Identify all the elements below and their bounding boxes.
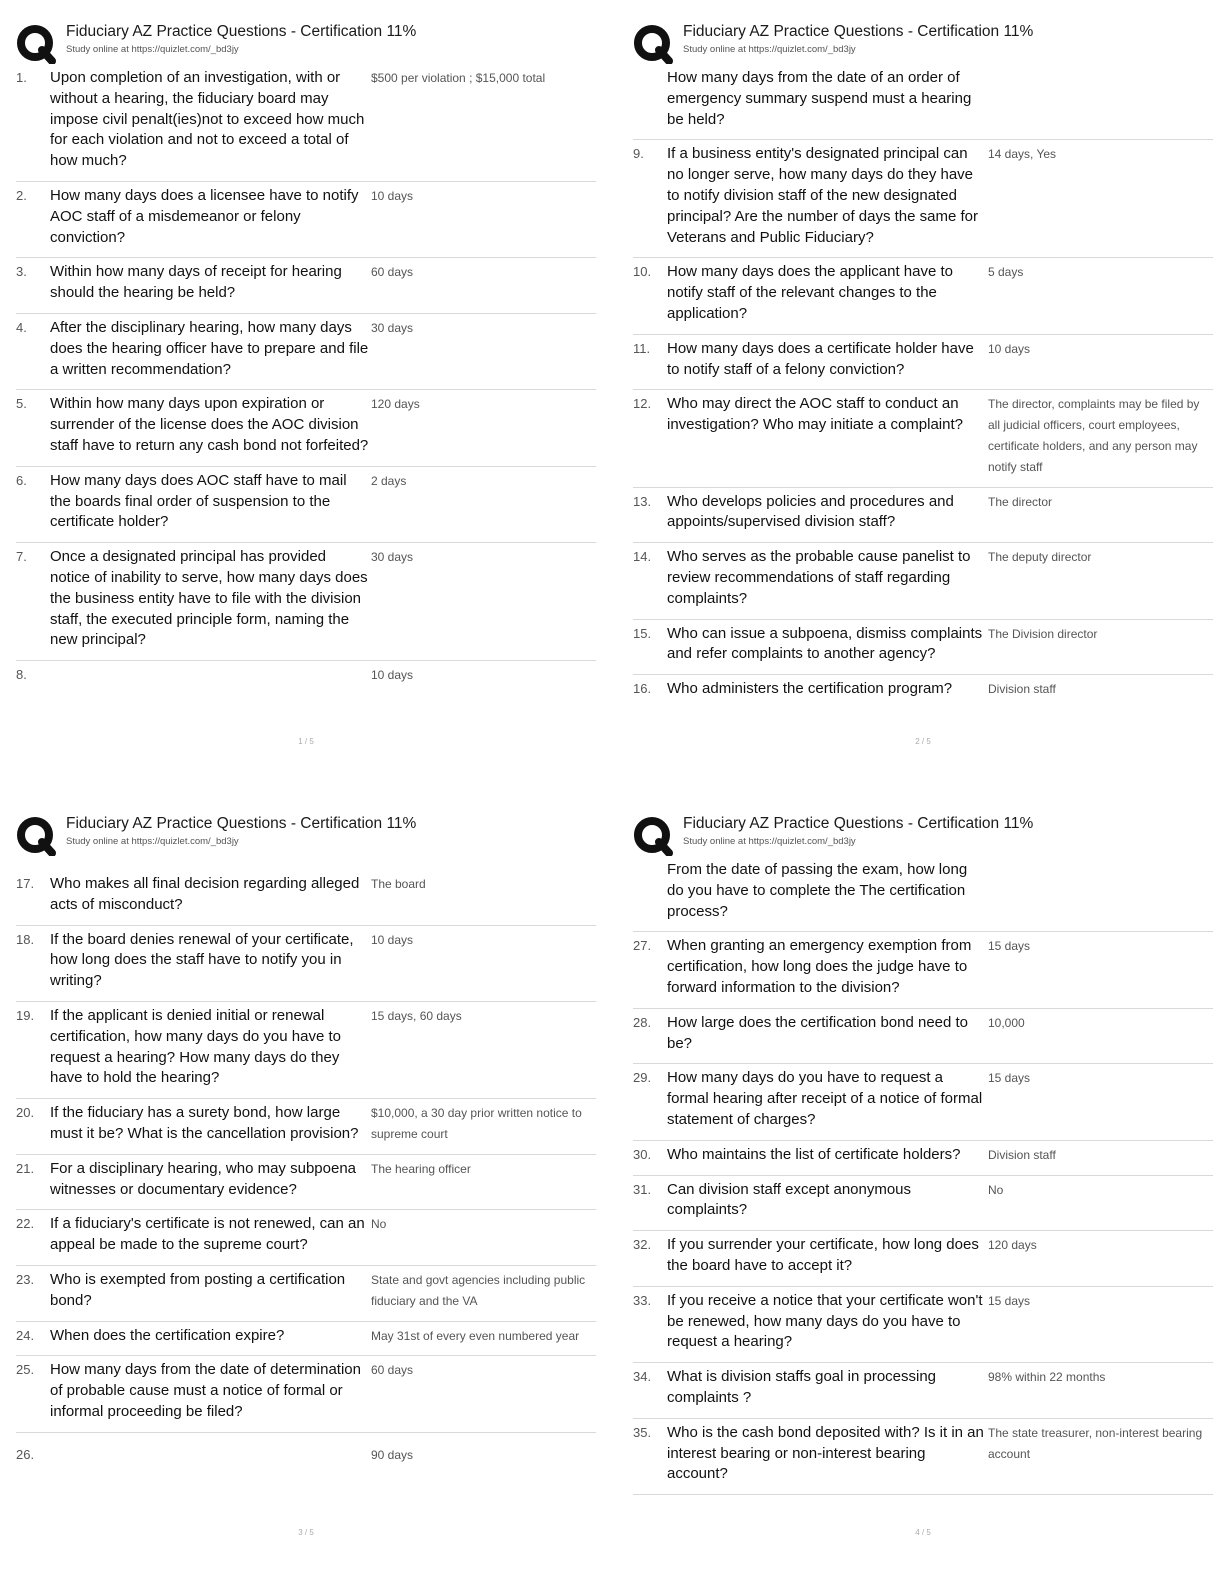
- question-text: Who develops policies and procedures and appoints/supervised division staff?: [667, 492, 954, 531]
- answer-text: [986, 68, 1213, 130]
- question-text: How many days from the date of an order of emergency summary suspend must a hearing be held?: [667, 69, 972, 128]
- question-row: [16, 1433, 596, 1475]
- page-header: [16, 20, 596, 64]
- question-number: 11.: [633, 340, 651, 356]
- question-text: If the board denies renewal of your certificate, how long does the staff have to notify you in writing?: [50, 930, 354, 990]
- question-row: [633, 620, 1213, 676]
- quizlet-logo-icon: [633, 24, 673, 64]
- question-text: Within how many days of receipt for hearing should the hearing be held?: [50, 263, 342, 302]
- question-number: 7.: [16, 549, 27, 565]
- question-text: Who can issue a subpoena, dismiss complaints and refer complaints to another agency?: [667, 624, 983, 663]
- question-text: Can division staff except anonymous complaints?: [667, 1180, 912, 1219]
- answer-text: Division staff: [988, 1147, 1056, 1162]
- document-title: Fiduciary AZ Practice Questions - Certification 11%: [683, 23, 1034, 40]
- question-row: [16, 1155, 596, 1211]
- question-number: 9.: [633, 146, 644, 162]
- question-text: For a disciplinary hearing, who may subpoena witnesses or documentary evidence?: [50, 1159, 356, 1198]
- question-text: How many days does AOC staff have to mail the boards final order of suspension to the certificate holder?: [50, 471, 347, 531]
- question-row: [633, 390, 1213, 487]
- question-text: What is division staffs goal in processing complaints ?: [667, 1368, 937, 1406]
- question-row: [16, 1266, 596, 1322]
- question-text: If the applicant is denied initial or renewal certification, how many days do you have to request a hearing? How many days do they have to hold the hearing?: [50, 1006, 341, 1087]
- question-text: How many days does a licensee have to notify AOC staff of a misdemeanor or felony conviction?: [50, 186, 359, 246]
- answer-text: The director: [988, 494, 1053, 509]
- question-number: 4.: [16, 319, 27, 335]
- question-row-continued: [633, 856, 1213, 932]
- question-text: How many days from the date of determination of probable cause must a notice of formal or informal proceeding be filed?: [50, 1361, 361, 1420]
- answer-text: The board: [371, 877, 426, 891]
- question-row: [16, 1002, 596, 1099]
- study-link[interactable]: Study online at https://quizlet.com/_bd3jy: [683, 836, 856, 847]
- question-list: [633, 64, 1213, 709]
- answer-text: 120 days: [988, 1238, 1037, 1253]
- document-page: [16, 812, 596, 1572]
- question-text: If you surrender your certificate, how long does the board have to accept it?: [667, 1236, 979, 1274]
- question-row: [16, 661, 596, 695]
- study-link[interactable]: Study online at https://quizlet.com/_bd3jy: [683, 44, 856, 55]
- question-text: Upon completion of an investigation, with or without a hearing, the fiduciary board may impose civil penalt(ies)not to exceed how much for each violation and not to exceed a total of how much?: [50, 69, 365, 170]
- question-text: Who is exempted from posting a certification bond?: [50, 1270, 346, 1309]
- question-number: 22.: [16, 1216, 35, 1232]
- answer-text: Division staff: [988, 682, 1056, 697]
- question-row: [16, 543, 596, 661]
- study-link[interactable]: Study online at https://quizlet.com/_bd3jy: [66, 836, 239, 847]
- document-page: [16, 20, 596, 780]
- question-text: How large does the certification bond need to be?: [667, 1013, 969, 1052]
- answer-text: 10 days: [371, 668, 414, 683]
- answer-text: 10 days: [371, 932, 414, 947]
- question-number: 20.: [16, 1105, 35, 1121]
- question-number: 35.: [633, 1424, 652, 1440]
- question-number: 6.: [16, 472, 27, 488]
- question-text: Who maintains the list of certificate holders?: [667, 1145, 961, 1163]
- answer-text: 15 days: [988, 1293, 1031, 1308]
- question-text: If you receive a notice that your certificate won't be renewed, how many days do you have to request a hearing?: [667, 1291, 983, 1351]
- page-number: 2 / 5: [915, 737, 931, 746]
- question-text: How many days does a certificate holder have to notify staff of a felony conviction?: [667, 339, 974, 378]
- question-row: [633, 1419, 1213, 1495]
- answer-text: The state treasurer, non-interest bearing account: [988, 1425, 1203, 1461]
- answer-text: The director, complaints may be filed by all judicial officers, court employees, certificate holders, and any person may notify staff: [988, 397, 1200, 474]
- question-row: [633, 488, 1213, 544]
- question-text: Who is the cash bond deposited with? Is it in an interest bearing or non-interest bearing account?: [667, 1423, 984, 1483]
- page-header: [633, 20, 1213, 64]
- question-text: Within how many days upon expiration or surrender of the license does the AOC division staff have to return any cash bond not forfeited?: [50, 395, 369, 454]
- answer-text: No: [988, 1182, 1004, 1197]
- question-row: [633, 140, 1213, 258]
- answer-text: 10 days: [988, 341, 1031, 356]
- answer-text: 10 days: [371, 188, 414, 203]
- answer-text: 15 days: [988, 939, 1031, 954]
- quizlet-logo-icon: [16, 24, 56, 64]
- question-row-continued: [633, 64, 1213, 140]
- answer-text: 60 days: [371, 1363, 414, 1378]
- answer-text: May 31st of every even numbered year: [371, 1328, 580, 1343]
- question-text: If the fiduciary has a surety bond, how large must it be? What is the cancellation provision?: [50, 1104, 359, 1142]
- question-row: [633, 932, 1213, 1008]
- question-number: 30.: [633, 1146, 652, 1162]
- answer-text: 2 days: [371, 473, 407, 488]
- page-number: 4 / 5: [915, 1528, 931, 1537]
- question-row: [16, 926, 596, 1002]
- answer-text: The deputy director: [988, 550, 1092, 565]
- question-number: 23.: [16, 1271, 35, 1287]
- question-text: Who may direct the AOC staff to conduct an investigation? Who may initiate a complaint?: [667, 395, 963, 434]
- answer-text: 120 days: [371, 397, 420, 412]
- question-number: 8.: [16, 667, 27, 683]
- answer-text: 60 days: [371, 265, 414, 280]
- question-number: 5.: [16, 396, 27, 412]
- question-text: Who administers the certification program?: [667, 680, 953, 698]
- question-text: If a fiduciary's certificate is not renewed, can an appeal be made to the supreme court?: [50, 1215, 365, 1254]
- question-row: [633, 1231, 1213, 1287]
- question-row: [16, 870, 596, 926]
- question-list: [16, 856, 596, 1475]
- answer-text: 14 days, Yes: [988, 147, 1057, 162]
- answer-text: No: [371, 1217, 387, 1232]
- question-row: [633, 675, 1213, 709]
- question-number: 10.: [633, 264, 652, 280]
- question-number: 34.: [633, 1369, 652, 1385]
- question-text: From the date of passing the exam, how long do you have to complete the The certification process?: [667, 861, 968, 920]
- question-row: [633, 335, 1213, 391]
- question-number: 15.: [633, 625, 652, 641]
- document-title: Fiduciary AZ Practice Questions - Certification 11%: [66, 23, 417, 40]
- question-text: After the disciplinary hearing, how many days does the hearing officer have to prepare and file a written recommendation?: [50, 318, 369, 378]
- question-list: [633, 856, 1213, 1495]
- question-row: [16, 1210, 596, 1266]
- question-number: 14.: [633, 549, 652, 565]
- question-text: Who serves as the probable cause panelist to review recommendations of staff regarding complaints?: [667, 548, 971, 607]
- question-text: How many days does the applicant have to notify staff of the relevant changes to the application?: [667, 263, 954, 322]
- question-row: [16, 1322, 596, 1357]
- question-text: When granting an emergency exemption from certification, how long does the judge have to forward information to the division?: [667, 937, 972, 996]
- question-number: 33.: [633, 1292, 652, 1308]
- question-text: How many days do you have to request a formal hearing after receipt of a notice of formal statement of charges?: [667, 1069, 983, 1128]
- answer-text: 90 days: [371, 1447, 414, 1462]
- question-number: 16.: [633, 681, 652, 697]
- question-row: [633, 1064, 1213, 1140]
- question-row: [16, 258, 596, 314]
- question-number: 27.: [633, 938, 652, 954]
- question-number: 31.: [633, 1181, 652, 1197]
- answer-text: 10,000: [988, 1015, 1025, 1030]
- question-number: 21.: [16, 1160, 35, 1176]
- question-row: [16, 182, 596, 258]
- question-text: When does the certification expire?: [50, 1326, 285, 1344]
- question-number: 24.: [16, 1327, 35, 1343]
- question-number: 28.: [633, 1014, 652, 1030]
- quizlet-logo-icon: [633, 816, 673, 856]
- quizlet-logo-icon: [16, 816, 56, 856]
- document-title: Fiduciary AZ Practice Questions - Certification 11%: [66, 815, 417, 832]
- question-number: 3.: [16, 264, 27, 280]
- answer-text: The hearing officer: [371, 1161, 471, 1176]
- question-row: [16, 1356, 596, 1432]
- answer-text: State and govt agencies including public fiduciary and the VA: [371, 1272, 586, 1308]
- question-number: 18.: [16, 931, 35, 947]
- question-row: [633, 1141, 1213, 1176]
- answer-text: $10,000, a 30 day prior written notice to supreme court: [371, 1106, 582, 1141]
- answer-text: 15 days, 60 days: [371, 1008, 462, 1023]
- question-number: 1.: [16, 70, 27, 85]
- question-number: 25.: [16, 1362, 35, 1378]
- question-number: 19.: [16, 1007, 35, 1023]
- question-number: 17.: [16, 876, 35, 891]
- question-text: Once a designated principal has provided notice of inability to serve, how many days does the business entity have to file with the division staff, the executed principle form, naming the new principal?: [50, 548, 368, 649]
- question-number: 2.: [16, 187, 27, 203]
- question-row: [633, 543, 1213, 619]
- question-text: If a business entity's designated principal can no longer serve, how many days do they have to notify division staff of the new designated principal? Are the number of days the same for Veterans and Public Fiduciary?: [667, 145, 979, 246]
- answer-text: [986, 860, 1213, 922]
- page-header: [16, 812, 596, 856]
- question-row: [633, 1363, 1213, 1419]
- question-row: [16, 1099, 596, 1155]
- document-page: [633, 20, 1213, 780]
- answer-text: $500 per violation ; $15,000 total: [371, 71, 546, 85]
- question-number: 12.: [633, 396, 652, 412]
- question-row: [16, 390, 596, 466]
- answer-text: 30 days: [371, 550, 414, 565]
- question-number: 32.: [633, 1237, 652, 1253]
- question-row: [633, 1287, 1213, 1363]
- question-text: [50, 665, 369, 686]
- question-row: [633, 1176, 1213, 1232]
- question-number: 26.: [16, 1446, 35, 1462]
- question-number: 29.: [633, 1070, 652, 1086]
- answer-text: 98% within 22 months: [988, 1370, 1106, 1385]
- page-number: 1 / 5: [298, 737, 314, 746]
- study-link[interactable]: Study online at https://quizlet.com/_bd3jy: [66, 44, 239, 55]
- page-number: 3 / 5: [298, 1528, 314, 1537]
- question-row: [633, 258, 1213, 334]
- answer-text: The Division director: [988, 626, 1098, 641]
- answer-text: 15 days: [988, 1071, 1031, 1086]
- question-list: [16, 64, 596, 695]
- document-page: [633, 812, 1213, 1572]
- question-row: [16, 64, 596, 182]
- page-header: [633, 812, 1213, 856]
- question-text: [50, 1445, 369, 1466]
- question-row: [16, 467, 596, 543]
- question-row: [633, 1009, 1213, 1065]
- answer-text: 30 days: [371, 320, 414, 335]
- question-number: 13.: [633, 493, 652, 509]
- answer-text: 5 days: [988, 265, 1024, 280]
- question-row: [16, 314, 596, 390]
- question-text: Who makes all final decision regarding alleged acts of misconduct?: [50, 875, 360, 913]
- document-title: Fiduciary AZ Practice Questions - Certification 11%: [683, 815, 1034, 832]
